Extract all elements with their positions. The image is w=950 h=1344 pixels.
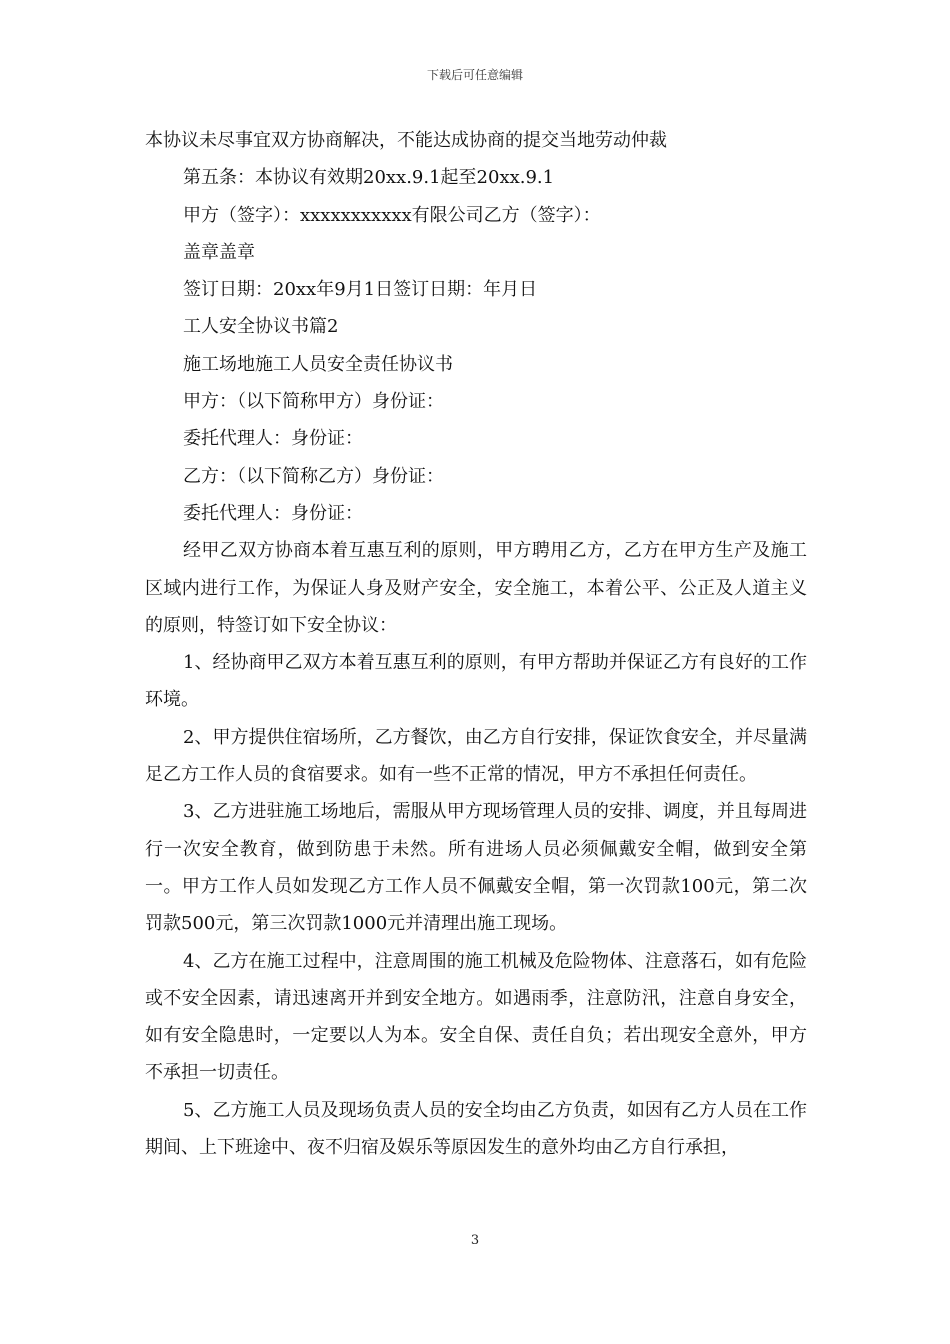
clause-2: 2、甲方提供住宿场所，乙方餐饮，由乙方自行安排，保证饮食安全，并尽量满足乙方工作人员的食宿要求。如有一些不正常的情况，甲方不承担任何责任。 xyxy=(145,726,807,786)
section-heading: 工人安全协议书篇2 xyxy=(183,316,339,338)
page-number: 3 xyxy=(470,1233,480,1248)
clause-1: 1、经协商甲乙双方本着互惠互利的原则，有甲方帮助并保证乙方有良好的工作环境。 xyxy=(145,652,807,711)
party-a-agent-line: 委托代理人：身份证： xyxy=(183,428,363,450)
paragraph-signatures: 甲方（签字）：xxxxxxxxxxx有限公司乙方（签字）： xyxy=(183,204,601,226)
document-title: 施工场地施工人员安全责任协议书 xyxy=(183,353,453,375)
party-b-agent-line: 委托代理人：身份证： xyxy=(183,502,363,524)
paragraph-preamble: 经甲乙双方协商本着互惠互利的原则，甲方聘用乙方，乙方在甲方生产及施工区域内进行工作，为保证人身及财产安全，安全施工，本着公平、公正及人道主义的原则，特签订如下安全协议： xyxy=(145,540,807,636)
paragraph-arbitration: 本协议未尽事宜双方协商解决，不能达成协商的提交当地劳动仲裁 xyxy=(145,130,667,151)
document-body xyxy=(145,122,807,1166)
party-a-line: 甲方：（以下简称甲方）身份证： xyxy=(183,391,444,413)
paragraph-sign-dates: 签订日期：20xx年9月1日签订日期：年月日 xyxy=(183,279,538,301)
paragraph-article-five: 第五条：本协议有效期20xx.9.1起至20xx.9.1 xyxy=(183,167,555,189)
party-b-line: 乙方：（以下简称乙方）身份证： xyxy=(183,465,444,487)
page-header: 下载后可任意编辑 xyxy=(426,68,523,82)
clause-4: 4、乙方在施工过程中，注意周围的施工机械及危险物体、注意落石，如有危险或不安全因素，请迅速离开并到安全地方。如遇雨季，注意防汛，注意自身安全，如有安全隐患时，一定要以人为本。安全自保、责任自负；若出现安全意外，甲方不承担一切责任。 xyxy=(145,950,807,1084)
clause-5: 5、乙方施工人员及现场负责人员的安全均由乙方负责，如因有乙方人员在工作期间、上下班途中、夜不归宿及娱乐等原因发生的意外均由乙方自行承担， xyxy=(145,1099,807,1159)
clause-3: 3、乙方进驻施工场地后，需服从甲方现场管理人员的安排、调度，并且每周进行一次安全教育，做到防患于未然。所有进场人员必须佩戴安全帽，做到安全第一。甲方工作人员如发现乙方工作人员不佩戴安全帽，第一次罚款100元，第二次罚款500元，第三次罚款1000元并清理出施工现场。 xyxy=(145,801,807,935)
paragraph-seals: 盖章盖章 xyxy=(183,241,255,263)
